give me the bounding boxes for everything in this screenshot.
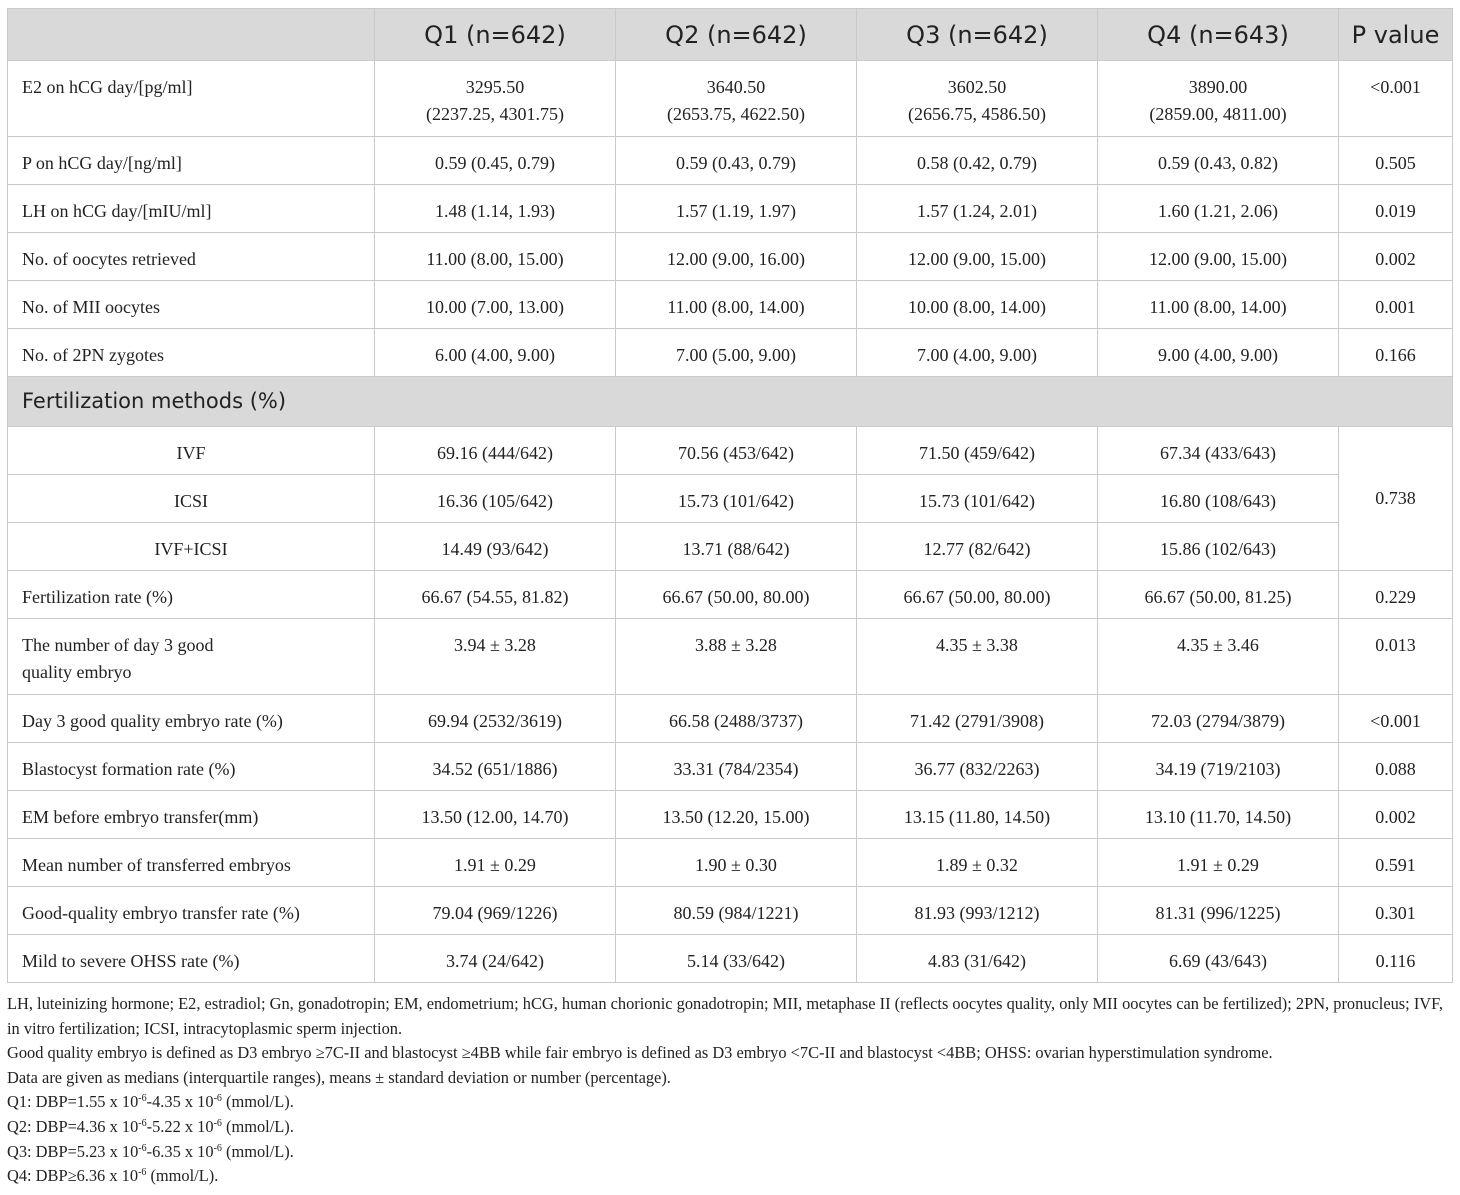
row-label: E2 on hCG day/[pg/ml] bbox=[8, 61, 375, 137]
cell-q4: 34.19 (719/2103) bbox=[1098, 743, 1339, 791]
table-row bbox=[8, 887, 1453, 935]
header-q4: Q4 (n=643) bbox=[1098, 9, 1339, 61]
table-row bbox=[8, 619, 1453, 695]
cell-p: 0.166 bbox=[1339, 329, 1453, 377]
row-label: EM before embryo transfer(mm) bbox=[8, 791, 375, 839]
cell-q3: 12.77 (82/642) bbox=[857, 523, 1098, 571]
cell-q3: 36.77 (832/2263) bbox=[857, 743, 1098, 791]
footnote-q1-range: Q1: DBP=1.55 x $10^{-6}-4.35$ x $10^{-6}$ (mmol/L). bbox=[7, 1092, 294, 1112]
cell-p: 0.088 bbox=[1339, 743, 1453, 791]
table-footnotes bbox=[7, 992, 1455, 1189]
cell-q1: 3295.50 (2237.25, 4301.75) bbox=[375, 61, 616, 137]
cell-q4: 1.60 (1.21, 2.06) bbox=[1098, 185, 1339, 233]
cell-q2: 15.73 (101/642) bbox=[616, 475, 857, 523]
row-label: The number of day 3 good quality embryo bbox=[8, 619, 375, 695]
table-row bbox=[8, 427, 1453, 475]
cell-q2: 66.58 (2488/3737) bbox=[616, 695, 857, 743]
footnote-embryo-definition: Good quality embryo is defined as D3 embryo ≥7C-II and blastocyst ≥4BB while fair embryo is defined as D3 embryo <7C-II and blastocyst <4BB; OHSS: ovarian hyperstimulation syndrome. bbox=[7, 1043, 1273, 1063]
cell-q1: 3.74 (24/642) bbox=[375, 935, 616, 983]
cell-q1: 69.16 (444/642) bbox=[375, 427, 616, 475]
cell-q4: 81.31 (996/1225) bbox=[1098, 887, 1339, 935]
cell-q2: 0.59 (0.43, 0.79) bbox=[616, 137, 857, 185]
row-label: IVF+ICSI bbox=[8, 523, 375, 571]
cell-q3: 15.73 (101/642) bbox=[857, 475, 1098, 523]
table-row bbox=[8, 523, 1453, 571]
cell-q4: 12.00 (9.00, 15.00) bbox=[1098, 233, 1339, 281]
cell-p: 0.591 bbox=[1339, 839, 1453, 887]
footnote-q4-range: Q4: DBP≥6.36 x $10^{-6}$ (mmol/L). bbox=[7, 1166, 219, 1186]
header-p-value: P value bbox=[1339, 9, 1453, 61]
cell-q2: 11.00 (8.00, 14.00) bbox=[616, 281, 857, 329]
cell-q2: 3640.50 (2653.75, 4622.50) bbox=[616, 61, 857, 137]
table-row bbox=[8, 137, 1453, 185]
cell-p: 0.002 bbox=[1339, 233, 1453, 281]
header-q3: Q3 (n=642) bbox=[857, 9, 1098, 61]
cell-q4: 6.69 (43/643) bbox=[1098, 935, 1339, 983]
cell-q1: 69.94 (2532/3619) bbox=[375, 695, 616, 743]
cell-q4: 13.10 (11.70, 14.50) bbox=[1098, 791, 1339, 839]
cell-q3: 7.00 (4.00, 9.00) bbox=[857, 329, 1098, 377]
cell-p: <0.001 bbox=[1339, 695, 1453, 743]
footnote-q3-range: Q3: DBP=5.23 x $10^{-6}-6.35$ x $10^{-6}$ (mmol/L). bbox=[7, 1141, 294, 1161]
table-row bbox=[8, 185, 1453, 233]
cell-q4: 4.35 ± 3.46 bbox=[1098, 619, 1339, 695]
table-row bbox=[8, 743, 1453, 791]
cell-q4: 72.03 (2794/3879) bbox=[1098, 695, 1339, 743]
cell-q1: 10.00 (7.00, 13.00) bbox=[375, 281, 616, 329]
header-q2: Q2 (n=642) bbox=[616, 9, 857, 61]
cell-q1: 3.94 ± 3.28 bbox=[375, 619, 616, 695]
cell-q3: 0.58 (0.42, 0.79) bbox=[857, 137, 1098, 185]
row-label: No. of oocytes retrieved bbox=[8, 233, 375, 281]
cell-q4: 67.34 (433/643) bbox=[1098, 427, 1339, 475]
cell-q1: 11.00 (8.00, 15.00) bbox=[375, 233, 616, 281]
section-row bbox=[8, 377, 1453, 427]
cell-q4: 0.59 (0.43, 0.82) bbox=[1098, 137, 1339, 185]
cell-q2: 1.90 ± 0.30 bbox=[616, 839, 857, 887]
table-row bbox=[8, 791, 1453, 839]
cell-p: 0.738 bbox=[1339, 427, 1453, 571]
cell-q2: 12.00 (9.00, 16.00) bbox=[616, 233, 857, 281]
cell-q2: 33.31 (784/2354) bbox=[616, 743, 857, 791]
table-row bbox=[8, 935, 1453, 983]
table-row bbox=[8, 839, 1453, 887]
row-label: Mean number of transferred embryos bbox=[8, 839, 375, 887]
cell-q1: 79.04 (969/1226) bbox=[375, 887, 616, 935]
cell-q1: 0.59 (0.45, 0.79) bbox=[375, 137, 616, 185]
footnote-abbreviations: LH, luteinizing hormone; E2, estradiol; Gn, gonadotropin; EM, endometrium; hCG, human chorionic gonadotropin; MII, metaphase II (reflects oocytes quality, only MII oocytes can be fertilized); 2PN, pronucleus; IVF, in vitro fertilization; ICSI, intracytoplasmic sperm injection. bbox=[7, 994, 1444, 1038]
table-row bbox=[8, 329, 1453, 377]
cell-q4: 16.80 (108/643) bbox=[1098, 475, 1339, 523]
results-table bbox=[7, 8, 1453, 983]
cell-q3: 71.42 (2791/3908) bbox=[857, 695, 1098, 743]
row-label: P on hCG day/[ng/ml] bbox=[8, 137, 375, 185]
cell-q2: 70.56 (453/642) bbox=[616, 427, 857, 475]
cell-q4: 3890.00 (2859.00, 4811.00) bbox=[1098, 61, 1339, 137]
cell-q1: 13.50 (12.00, 14.70) bbox=[375, 791, 616, 839]
row-label: Mild to severe OHSS rate (%) bbox=[8, 935, 375, 983]
cell-q4: 15.86 (102/643) bbox=[1098, 523, 1339, 571]
cell-q3: 10.00 (8.00, 14.00) bbox=[857, 281, 1098, 329]
section-label: Fertilization methods (%) bbox=[8, 377, 1453, 427]
cell-q1: 34.52 (651/1886) bbox=[375, 743, 616, 791]
results-table-container bbox=[7, 8, 1452, 983]
cell-q4: 11.00 (8.00, 14.00) bbox=[1098, 281, 1339, 329]
row-label: IVF bbox=[8, 427, 375, 475]
cell-q4: 1.91 ± 0.29 bbox=[1098, 839, 1339, 887]
cell-q3: 4.83 (31/642) bbox=[857, 935, 1098, 983]
cell-q3: 12.00 (9.00, 15.00) bbox=[857, 233, 1098, 281]
footnote-q2-range: Q2: DBP=4.36 x $10^{-6}-5.22$ x $10^{-6}$ (mmol/L). bbox=[7, 1116, 294, 1136]
row-label: Good-quality embryo transfer rate (%) bbox=[8, 887, 375, 935]
cell-q2: 13.50 (12.20, 15.00) bbox=[616, 791, 857, 839]
cell-p: 0.301 bbox=[1339, 887, 1453, 935]
row-label: Blastocyst formation rate (%) bbox=[8, 743, 375, 791]
cell-q1: 66.67 (54.55, 81.82) bbox=[375, 571, 616, 619]
cell-q4: 66.67 (50.00, 81.25) bbox=[1098, 571, 1339, 619]
row-label: ICSI bbox=[8, 475, 375, 523]
cell-q1: 1.91 ± 0.29 bbox=[375, 839, 616, 887]
table-row bbox=[8, 571, 1453, 619]
cell-p: 0.001 bbox=[1339, 281, 1453, 329]
table-row bbox=[8, 281, 1453, 329]
cell-q2: 80.59 (984/1221) bbox=[616, 887, 857, 935]
row-label: No. of MII oocytes bbox=[8, 281, 375, 329]
row-label: Fertilization rate (%) bbox=[8, 571, 375, 619]
header-variable bbox=[8, 9, 375, 61]
cell-q3: 81.93 (993/1212) bbox=[857, 887, 1098, 935]
cell-p: <0.001 bbox=[1339, 61, 1453, 137]
table-row bbox=[8, 233, 1453, 281]
cell-q1: 16.36 (105/642) bbox=[375, 475, 616, 523]
cell-q2: 5.14 (33/642) bbox=[616, 935, 857, 983]
cell-q3: 1.89 ± 0.32 bbox=[857, 839, 1098, 887]
row-label: No. of 2PN zygotes bbox=[8, 329, 375, 377]
cell-p: 0.002 bbox=[1339, 791, 1453, 839]
cell-q3: 71.50 (459/642) bbox=[857, 427, 1098, 475]
cell-q1: 1.48 (1.14, 1.93) bbox=[375, 185, 616, 233]
header-q1: Q1 (n=642) bbox=[375, 9, 616, 61]
cell-p: 0.019 bbox=[1339, 185, 1453, 233]
footnote-data-format: Data are given as medians (interquartile ranges), means ± standard deviation or number (percentage). bbox=[7, 1067, 671, 1087]
cell-q3: 3602.50 (2656.75, 4586.50) bbox=[857, 61, 1098, 137]
cell-q2: 3.88 ± 3.28 bbox=[616, 619, 857, 695]
cell-q3: 13.15 (11.80, 14.50) bbox=[857, 791, 1098, 839]
cell-q4: 9.00 (4.00, 9.00) bbox=[1098, 329, 1339, 377]
row-label: LH on hCG day/[mIU/ml] bbox=[8, 185, 375, 233]
cell-p: 0.013 bbox=[1339, 619, 1453, 695]
cell-q2: 7.00 (5.00, 9.00) bbox=[616, 329, 857, 377]
cell-q2: 1.57 (1.19, 1.97) bbox=[616, 185, 857, 233]
table-row bbox=[8, 475, 1453, 523]
cell-p: 0.116 bbox=[1339, 935, 1453, 983]
cell-q2: 13.71 (88/642) bbox=[616, 523, 857, 571]
header-row bbox=[8, 9, 1453, 61]
table-row bbox=[8, 695, 1453, 743]
cell-q3: 4.35 ± 3.38 bbox=[857, 619, 1098, 695]
cell-p: 0.229 bbox=[1339, 571, 1453, 619]
cell-p: 0.505 bbox=[1339, 137, 1453, 185]
cell-q1: 14.49 (93/642) bbox=[375, 523, 616, 571]
cell-q1: 6.00 (4.00, 9.00) bbox=[375, 329, 616, 377]
row-label: Day 3 good quality embryo rate (%) bbox=[8, 695, 375, 743]
cell-q3: 66.67 (50.00, 80.00) bbox=[857, 571, 1098, 619]
table-row bbox=[8, 61, 1453, 137]
cell-q2: 66.67 (50.00, 80.00) bbox=[616, 571, 857, 619]
cell-q3: 1.57 (1.24, 2.01) bbox=[857, 185, 1098, 233]
